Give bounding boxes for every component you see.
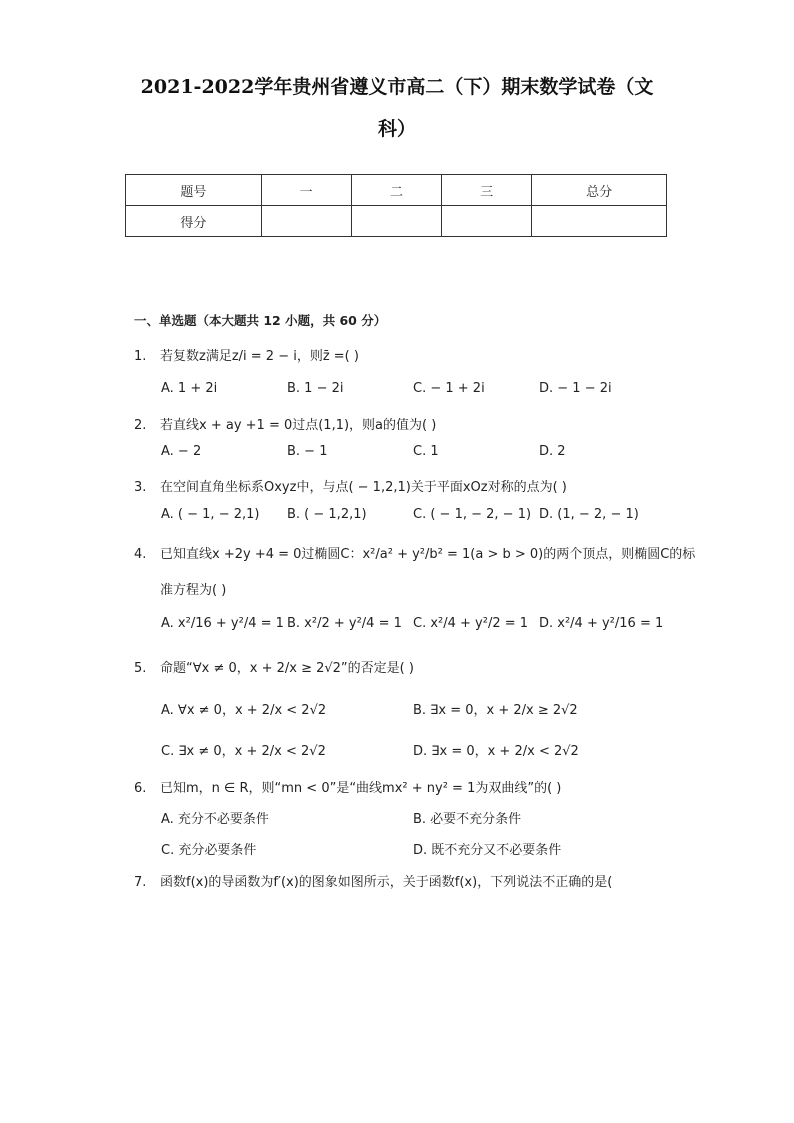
option-b: B. x²/2 + y²/4 = 1 (287, 616, 402, 631)
option-b: B. ( − 1,2,1) (287, 507, 367, 522)
question-text: 若复数z满足z/i = 2 − i，则z̄ =( ) (160, 349, 359, 364)
question-number: 4. (134, 547, 147, 562)
option-c: C. x²/4 + y²/2 = 1 (413, 616, 529, 631)
question-4 (134, 543, 695, 562)
question-text: 在空间直角坐标系Oxyz中，与点( − 1,2,1)关于平面xOz对称的点为( ) (160, 480, 567, 495)
score-header-cell: 总分 (532, 175, 667, 206)
option-a: A. ( − 1, − 2,1) (161, 507, 260, 522)
option-c: C. 1 (413, 444, 439, 459)
question-1 (134, 345, 359, 364)
page-title-line-1: 2021-2022学年贵州省遵义市高二（下）期末数学试卷（文 (140, 76, 654, 98)
score-header-cell: 题号 (126, 175, 262, 206)
question-6 (134, 777, 561, 796)
option-a: A. − 2 (161, 444, 202, 459)
question-text: 命题“∀x ≠ 0，x + 2/x ≥ 2√2”的否定是( ) (160, 661, 414, 676)
question-2 (134, 414, 436, 433)
question-4-continued: 准方程为( ) (160, 583, 227, 598)
option-b: B. − 1 (287, 444, 328, 459)
question-text: 已知m，n ∈ R，则“mn < 0”是“曲线mx² + ny² = 1为双曲线”的( ) (160, 781, 562, 796)
option-a: A. ∀x ≠ 0，x + 2/x < 2√2 (161, 703, 327, 718)
option-c: C. − 1 + 2i (413, 381, 485, 396)
option-d: D. ∃x = 0，x + 2/x < 2√2 (413, 744, 579, 759)
question-text: 若直线x + ay +1 = 0过点(1,1)，则a的值为( ) (160, 418, 437, 433)
score-cell (442, 206, 532, 237)
score-cell (532, 206, 667, 237)
option-d: D. 2 (539, 444, 566, 459)
score-cell (351, 206, 442, 237)
question-text: 函数f(x)的导函数为f′(x)的图象如图所示，关于函数f(x)，下列说法不正确的是( (160, 875, 613, 890)
page-title-line-2: 科） (377, 118, 416, 140)
question-number: 3. (134, 480, 147, 495)
section-heading: 一、单选题（本大题共 12 小题，共 60 分） (134, 313, 387, 328)
score-header-cell: 三 (442, 175, 532, 206)
option-d: D. (1, − 2, − 1) (539, 507, 639, 522)
option-d: D. 既不充分又不必要条件 (413, 843, 562, 858)
option-b: B. 必要不充分条件 (413, 812, 522, 827)
question-5 (134, 657, 414, 676)
option-a: A. 充分不必要条件 (161, 812, 269, 827)
option-c: C. ( − 1, − 2, − 1) (413, 507, 532, 522)
score-table-header-row (126, 175, 667, 206)
question-number: 2. (134, 418, 147, 433)
question-3 (134, 476, 567, 495)
question-number: 7. (134, 875, 147, 890)
question-number: 6. (134, 781, 147, 796)
option-c: C. ∃x ≠ 0，x + 2/x < 2√2 (161, 744, 326, 759)
option-b: B. ∃x = 0，x + 2/x ≥ 2√2 (413, 703, 578, 718)
question-number: 1. (134, 349, 147, 364)
question-number: 5. (134, 661, 147, 676)
question-text: 已知直线x +2y +4 = 0过椭圆C：x²/a² + y²/b² = 1(a > b > 0)的两个顶点，则椭圆C的标 (160, 547, 696, 562)
option-d: D. x²/4 + y²/16 = 1 (539, 616, 664, 631)
score-header-cell: 一 (261, 175, 351, 206)
option-b: B. 1 − 2i (287, 381, 344, 396)
score-header-cell: 二 (351, 175, 442, 206)
score-table (125, 174, 667, 237)
option-d: D. − 1 − 2i (539, 381, 612, 396)
option-a: A. 1 + 2i (161, 381, 218, 396)
question-7 (134, 871, 612, 890)
score-row-label: 得分 (126, 206, 262, 237)
option-a: A. x²/16 + y²/4 = 1 (161, 616, 284, 631)
score-cell (261, 206, 351, 237)
score-table-score-row (126, 206, 667, 237)
option-c: C. 充分必要条件 (161, 843, 257, 858)
